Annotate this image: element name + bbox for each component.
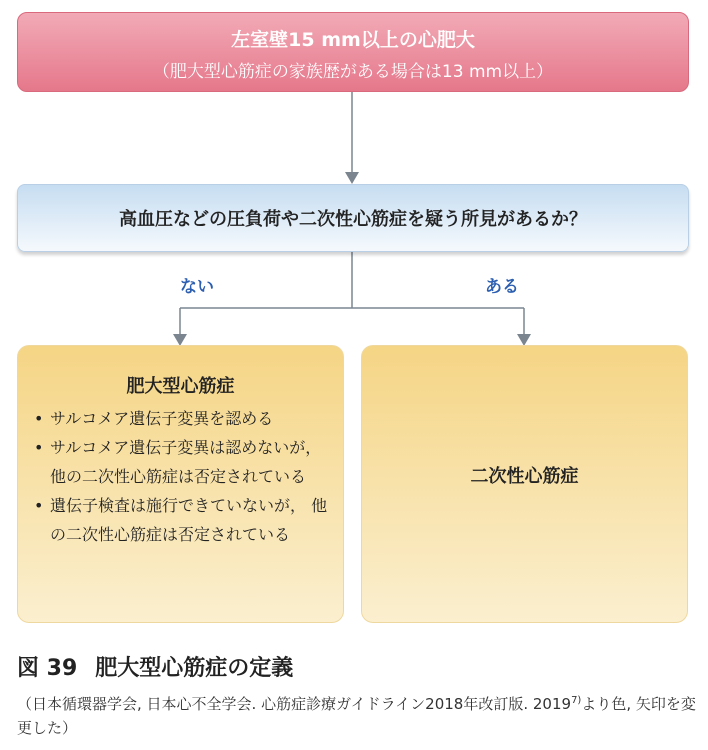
hcm-criteria-list (30, 404, 335, 549)
figure-title: 肥大型心筋症の定義 (95, 656, 294, 681)
criteria-subtitle: （肥大型心筋症の家族歴がある場合は13 mm以上） (152, 62, 554, 82)
source-text: （日本循環器学会, 日本心不全学会. 心筋症診療ガイドライン2018年改訂版. 2019 (17, 695, 572, 713)
hcm-box (17, 345, 344, 623)
list-item (30, 433, 335, 491)
figure-caption (17, 651, 293, 682)
reference-number: 7) (571, 695, 582, 706)
list-item (30, 491, 335, 549)
branch-label-no: ない (180, 277, 214, 297)
hcm-title: 肥大型心筋症 (126, 376, 235, 397)
bullet-icon: • (34, 438, 44, 457)
criteria-box (17, 12, 689, 92)
source-note: より色, 矢印を変更した） (17, 695, 696, 737)
list-item (30, 404, 335, 433)
figure-number: 図 39 (17, 656, 78, 681)
list-item-text: サルコメア遺伝子変異は認めないが，他の二次性心筋症は否定されている (50, 438, 322, 486)
criteria-title: 左室壁15 mm以上の心肥大 (231, 29, 475, 51)
question-box (17, 184, 689, 252)
secondary-cm-box (361, 345, 688, 623)
branch-label-yes: ある (485, 277, 519, 297)
bullet-icon: • (34, 496, 44, 515)
question-text: 高血圧などの圧負荷や二次性心筋症を疑う所見があるか？ (119, 209, 587, 230)
source-citation (17, 689, 697, 740)
arrowhead-to-question (345, 172, 359, 184)
list-item-text: 遺伝子検査は施行できていないが， 他の二次性心筋症は否定されている (50, 496, 328, 544)
list-item-text: サルコメア遺伝子変異を認める (50, 409, 274, 428)
bullet-icon: • (34, 409, 44, 428)
secondary-cm-title: 二次性心筋症 (470, 466, 579, 487)
